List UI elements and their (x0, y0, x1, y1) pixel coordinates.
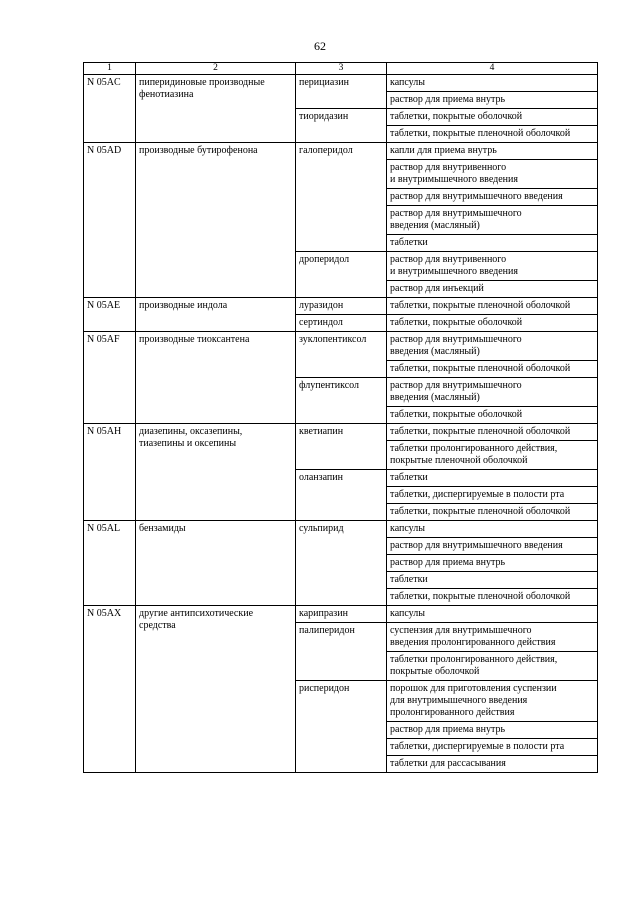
group-name: бензамиды (136, 521, 296, 606)
drug-name: перициазин (296, 75, 387, 109)
dosage-form: таблетки пролонгированного действия, покрытые оболочкой (387, 652, 598, 681)
atc-code: N 05AF (84, 332, 136, 424)
dosage-form: таблетки, диспергируемые в полости рта (387, 487, 598, 504)
dosage-form: таблетки (387, 470, 598, 487)
dosage-form: таблетки, покрытые пленочной оболочкой (387, 361, 598, 378)
dosage-form: порошок для приготовления суспензии для внутримышечного введения пролонгированного действия (387, 681, 598, 722)
atc-code: N 05AD (84, 143, 136, 298)
dosage-form: таблетки (387, 572, 598, 589)
dosage-form: таблетки, покрытые пленочной оболочкой (387, 589, 598, 606)
drug-name: рисперидон (296, 681, 387, 773)
dosage-form: капсулы (387, 521, 598, 538)
drug-table (83, 62, 598, 773)
drug-name: луразидон (296, 298, 387, 315)
dosage-form: таблетки для рассасывания (387, 756, 598, 773)
atc-code: N 05AX (84, 606, 136, 773)
header-col-4: 4 (387, 63, 598, 75)
dosage-form: раствор для приема внутрь (387, 92, 598, 109)
drug-name: карипразин (296, 606, 387, 623)
dosage-form: таблетки, диспергируемые в полости рта (387, 739, 598, 756)
dosage-form: капли для приема внутрь (387, 143, 598, 160)
table-body (84, 75, 598, 773)
group-name: производные бутирофенона (136, 143, 296, 298)
atc-code: N 05AE (84, 298, 136, 332)
dosage-form: раствор для внутримышечного введения (масляный) (387, 206, 598, 235)
drug-name: галоперидол (296, 143, 387, 252)
dosage-form: раствор для приема внутрь (387, 722, 598, 739)
page-number: 62 (314, 39, 326, 53)
drug-name: сульпирид (296, 521, 387, 606)
dosage-form: раствор для инъекций (387, 281, 598, 298)
dosage-form: капсулы (387, 606, 598, 623)
dosage-form: капсулы (387, 75, 598, 92)
atc-code: N 05AH (84, 424, 136, 521)
drug-name: кветиапин (296, 424, 387, 470)
dosage-form: раствор для внутривенного и внутримышечного введения (387, 252, 598, 281)
table-row (84, 143, 598, 160)
drug-name: оланзапин (296, 470, 387, 521)
table-row (84, 521, 598, 538)
group-name: другие антипсихотические средства (136, 606, 296, 773)
dosage-form: таблетки, покрытые оболочкой (387, 315, 598, 332)
table-header (84, 63, 598, 75)
dosage-form: раствор для внутримышечного введения (387, 538, 598, 555)
header-col-1: 1 (84, 63, 136, 75)
dosage-form: раствор для внутримышечного введения (масляный) (387, 378, 598, 407)
dosage-form: таблетки, покрытые оболочкой (387, 109, 598, 126)
group-name: производные тиоксантена (136, 332, 296, 424)
dosage-form: раствор для внутривенного и внутримышечного введения (387, 160, 598, 189)
drug-name: зуклопентиксол (296, 332, 387, 378)
group-name: производные индола (136, 298, 296, 332)
dosage-form: раствор для внутримышечного введения (387, 189, 598, 206)
dosage-form: суспензия для внутримышечного введения пролонгированного действия (387, 623, 598, 652)
dosage-form: таблетки, покрытые пленочной оболочкой (387, 424, 598, 441)
atc-code: N 05AC (84, 75, 136, 143)
table-row (84, 332, 598, 361)
dosage-form: таблетки, покрытые пленочной оболочкой (387, 126, 598, 143)
group-name: пиперидиновые производные фенотиазина (136, 75, 296, 143)
drug-name: тиоридазин (296, 109, 387, 143)
table-row (84, 75, 598, 92)
drug-name: сертиндол (296, 315, 387, 332)
dosage-form: раствор для внутримышечного введения (масляный) (387, 332, 598, 361)
atc-code: N 05AL (84, 521, 136, 606)
dosage-form: таблетки, покрытые пленочной оболочкой (387, 298, 598, 315)
dosage-form: раствор для приема внутрь (387, 555, 598, 572)
table-row (84, 424, 598, 441)
table-row (84, 606, 598, 623)
dosage-form: таблетки, покрытые оболочкой (387, 407, 598, 424)
table-row (84, 298, 598, 315)
drug-name: дроперидол (296, 252, 387, 298)
group-name: диазепины, оксазепины, тиазепины и оксепины (136, 424, 296, 521)
dosage-form: таблетки (387, 235, 598, 252)
dosage-form: таблетки, покрытые пленочной оболочкой (387, 504, 598, 521)
drug-name: флупентиксол (296, 378, 387, 424)
drug-name: палиперидон (296, 623, 387, 681)
dosage-form: таблетки пролонгированного действия, покрытые пленочной оболочкой (387, 441, 598, 470)
header-col-2: 2 (136, 63, 296, 75)
header-col-3: 3 (296, 63, 387, 75)
